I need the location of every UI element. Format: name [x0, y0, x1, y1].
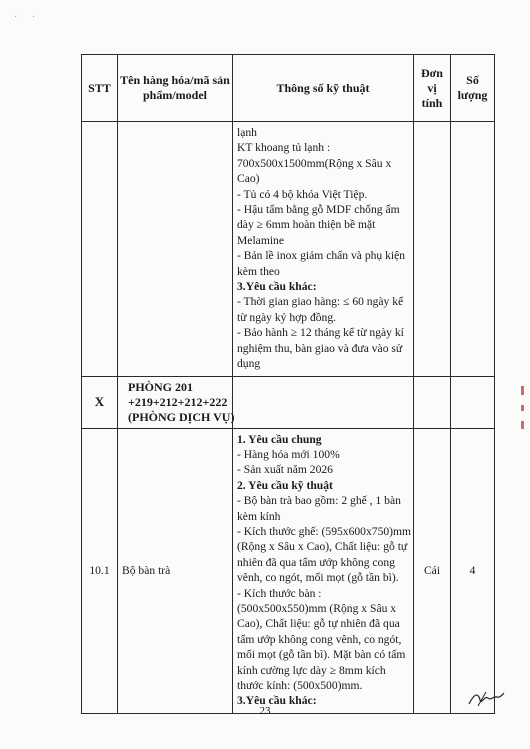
- spec-line: 700x500x1500mm(Rộng x Sâu x: [237, 156, 392, 170]
- cell-empty: [451, 122, 495, 377]
- spec-line: - Sản xuất năm 2026: [237, 463, 333, 477]
- spec-heading: 1. Yêu cầu chung: [237, 432, 322, 446]
- section-number: X: [82, 376, 118, 428]
- header-name-line: Tên hàng hóa/mã sản: [120, 73, 230, 87]
- header-unit-line: tính: [421, 95, 443, 110]
- spec-heading: 2. Yêu cầu kỹ thuật: [237, 478, 333, 492]
- spec-line: mối mọt (gỗ tần bì). Mặt bàn có tấm: [237, 648, 406, 662]
- spec-heading: 3.Yêu cầu khác:: [237, 280, 317, 294]
- spec-line: - Kích thước ghế: (595x600x750)mm: [237, 524, 412, 538]
- header-unit-line: Đơn: [421, 65, 443, 80]
- cell-empty: [414, 376, 451, 428]
- spec-line: kèm kính: [237, 509, 281, 523]
- section-title-line: PHÒNG 201: [128, 379, 193, 394]
- table-row: [82, 428, 495, 713]
- table-header-row: [82, 55, 495, 122]
- spec-heading: 3.Yêu cầu khác:: [237, 694, 317, 708]
- spec-line: nhiên đã qua tẩm ướp không cong: [237, 555, 395, 569]
- spec-line: Cao): [237, 172, 260, 186]
- item-spec-cell: [233, 428, 414, 713]
- scan-marks: · ·: [14, 12, 42, 23]
- spec-line: KT khoang tủ lạnh :: [237, 141, 331, 155]
- spec-line: - Tủ có 4 bộ khóa Việt Tiệp.: [237, 187, 368, 201]
- margin-red-marks: [519, 386, 527, 439]
- spec-line: vênh, co ngót, mối mọt (gỗ tần bì).: [237, 571, 399, 585]
- item-unit: Cái: [414, 428, 451, 713]
- spec-line: - Bảo hành ≥ 12 tháng kể từ ngày kí: [237, 326, 404, 340]
- table-row-continued: [82, 122, 495, 377]
- header-qty-line: lượng: [457, 88, 488, 102]
- section-title-line: +219+212+212+222: [128, 394, 228, 409]
- spec-line: Melamine: [237, 233, 285, 247]
- header-name-line: phẩm/model: [142, 88, 207, 102]
- section-title-line: (PHÒNG DỊCH VỤ): [128, 409, 235, 424]
- page-number: 23: [259, 705, 271, 717]
- specification-table: [81, 54, 495, 714]
- section-title: [118, 376, 233, 428]
- spec-line: - Thời gian giao hàng: ≤ 60 ngày kể: [237, 295, 404, 309]
- spec-line: thước kính: (500x500)mm.: [237, 679, 363, 692]
- continued-spec-cell: [233, 122, 414, 377]
- spec-line: - Bản lề inox giảm chấn và phụ kiện: [237, 249, 406, 263]
- cell-empty: [118, 122, 233, 377]
- spec-line: Cao), Chất liệu: gỗ tự nhiên đã qua: [237, 617, 400, 631]
- spec-line: lạnh: [237, 126, 257, 139]
- section-row: [82, 376, 495, 428]
- spec-line: - Hàng hóa mới 100%: [237, 447, 340, 461]
- spec-line: - Hậu tấm bằng gỗ MDF chống ẩm: [237, 203, 400, 217]
- cell-empty: [451, 376, 495, 428]
- spec-line: tẩm ướp không cong vênh, co ngót,: [237, 632, 402, 646]
- cell-empty: [414, 122, 451, 377]
- spec-line: - Bộ bàn trà bao gồm: 2 ghế , 1 bàn: [237, 494, 401, 508]
- spec-line: (500x500x550)mm (Rộng x Sâu x: [237, 601, 397, 615]
- header-qty: [451, 55, 495, 122]
- cell-empty: [82, 122, 118, 377]
- item-name: Bộ bàn trà: [118, 428, 233, 713]
- spec-line: nghiệm thu, bàn giao và đưa vào sử: [237, 341, 403, 355]
- item-stt: 10.1: [82, 428, 118, 713]
- header-unit: [414, 55, 451, 122]
- header-stt: STT: [82, 55, 118, 122]
- spec-line: từ ngày ký hợp đồng.: [237, 310, 337, 324]
- spec-line: (Rộng x Sâu x Cao), Chất liệu: gỗ tự: [237, 540, 408, 554]
- spec-line: dụng: [237, 357, 261, 371]
- spec-line: dày ≥ 6mm hoàn thiện bề mặt: [237, 218, 376, 232]
- cell-empty: [233, 376, 414, 428]
- spec-line: - Kích thước bàn :: [237, 586, 322, 600]
- item-quantity: 4: [451, 428, 495, 713]
- header-spec: Thông số kỹ thuật: [233, 55, 414, 122]
- header-name: [118, 55, 233, 122]
- spec-line: kèm theo: [237, 264, 280, 278]
- spec-line: kính cường lực dày ≥ 8mm kích: [237, 663, 386, 677]
- header-qty-line: Số: [466, 73, 479, 87]
- header-unit-line: vị: [427, 80, 437, 95]
